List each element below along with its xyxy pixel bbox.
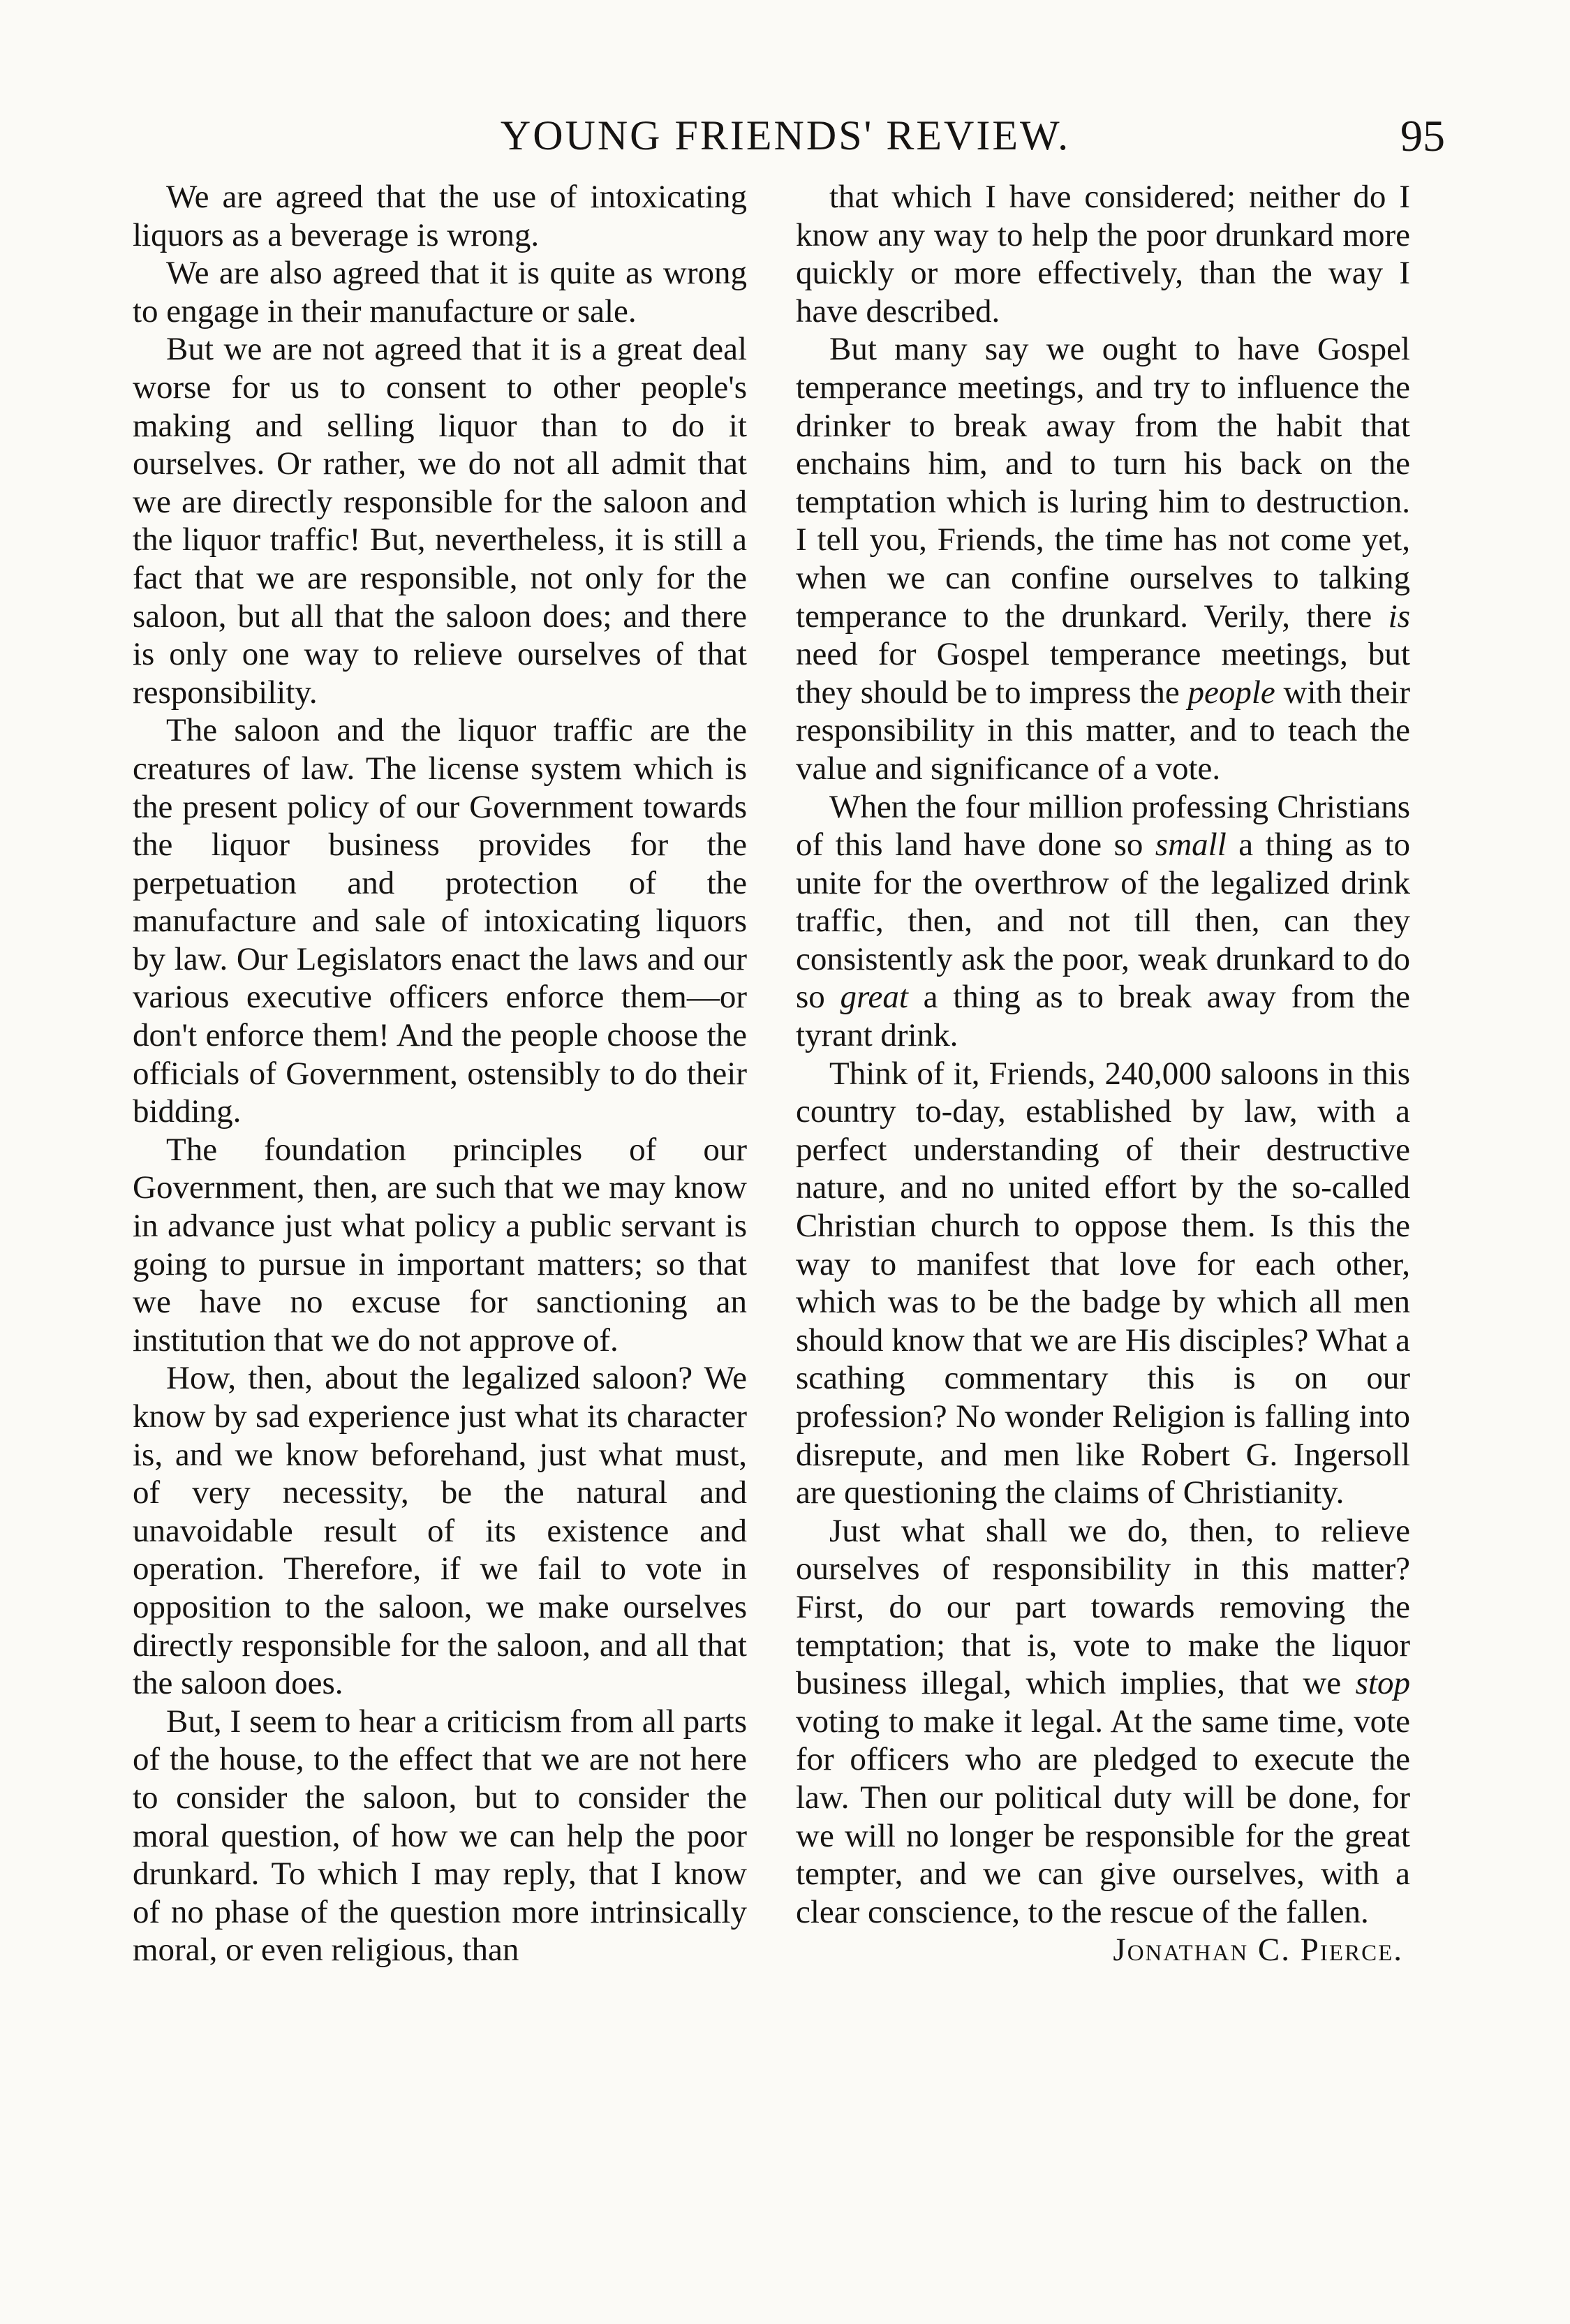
paragraph: The foundation principles of our Government, then, are such that we may know in advance just what policy a public servant is going to pursue in important matters; so that we have no excuse for sanctioning an institution that we do not approve of.: [133, 1131, 747, 1359]
paragraph: But, I seem to hear a criticism from all parts of the house, to the effect that we are not here to consider the saloon, but to consider the moral question, of how we can help the poor drunkard. To which I may reply, that I know of no phase of the question more intrinsically moral, or even religious, than: [133, 1703, 747, 1969]
page-number: 95: [1400, 111, 1445, 161]
paragraph: How, then, about the legalized saloon? We know by sad experience just what its character is, and we know beforehand, just what must, of very necessity, be the natural and unavoidable result of its existence and operation. Therefore, if we fail to vote in opposition to the saloon, we make ourselves directly responsible for the saloon, and all that the saloon does.: [133, 1360, 747, 1702]
paragraph: [796, 788, 1410, 1055]
text-run: a thing as to unite for the overthrow of the legalized drink traffic, then, and not till then, can they consistently ask the poor, weak drunkard to do so: [796, 827, 1411, 1016]
author-signature: Jonathan C. Pierce.: [1113, 1932, 1403, 1969]
text-run: with their responsibility in this matter, and to teach the value and significance of a vote.: [796, 674, 1410, 787]
emphasis: small: [1155, 827, 1227, 864]
paragraph: The saloon and the liquor traffic are the creatures of law. The license system which is the present policy of our Government towards the liquor business provides for the perpetuation and protection of the manufacture and sale of intoxicating liquors by law. Our Legislators enact the laws and our various executive officers enforce them—or don't enforce them! And the people choose the officials of Government, ostensibly to do their bidding.: [133, 712, 747, 1130]
text-run: voting to make it legal. At the same time, vote for officers who are pledged to execute the law. Then our political duty will be done, for we will no longer be responsible for the great tempter, and we can give ourselves, with a clear conscience, to the rescue of the fallen.: [796, 1703, 1410, 1930]
left-column: [133, 178, 747, 1969]
paragraph: [796, 1512, 1410, 1932]
text-run: When the four million professing Christians of this land have done so: [796, 788, 1410, 864]
page-header: [126, 105, 1445, 161]
paragraph: We are agreed that the use of intoxicating liquors as a beverage is wrong.: [133, 179, 747, 253]
paragraph: But we are not agreed that it is a great deal worse for us to consent to other people's making and selling liquor than to do it ourselves. Or rather, we do not all admit that we are directly responsible for the saloon and the liquor traffic! But, nevertheless, it is still a fact that we are responsible, not only for the saloon, but all that the saloon does; and there is only one way to relieve ourselves of that responsibility.: [133, 331, 747, 711]
paragraph: We are also agreed that it is quite as wrong to engage in their manufacture or sale.: [133, 255, 747, 330]
emphasis: stop: [1355, 1665, 1410, 1702]
emphasis: people: [1187, 674, 1275, 711]
text-run: But many say we ought to have Gospel temperance meetings, and try to influence the drinker to break away from the habit that enchains him, and to turn his back on the temptation which is luring him to destruction. I tell you, Friends, the time has not come yet, when we can confine ourselves to talking temperance to the drunkard. Verily, there: [796, 331, 1410, 635]
text-run: a thing as to break away from the tyrant drink.: [796, 979, 1410, 1054]
text-run: need for Gospel temperance meetings, but they should be to impress the: [796, 636, 1410, 711]
paragraph: that which I have considered; neither do I know any way to help the poor drunkard more quickly or more effectively, than the way I have described.: [796, 179, 1410, 330]
emphasis: great: [840, 979, 908, 1016]
paragraph: Think of it, Friends, 240,000 saloons in this country to-day, established by law, with a perfect understanding of their destructive nature, and no united effort by the so-called Christian church to oppose them. Is this the way to manifest that love for each other, which was to be the badge by which all men should know that we are His disciples? What a scathing commentary this is on our profession? No wonder Religion is falling into disrepute, and men like Robert G. Ingersoll are questioning the claims of Christianity.: [796, 1055, 1410, 1511]
text-run: Just what shall we do, then, to relieve ourselves of responsibility in this matter? First, do our part towards removing the temptation; that is, vote to make the liquor business illegal, which implies, that we: [796, 1512, 1410, 1702]
right-column: [796, 178, 1410, 1969]
paragraph: [796, 330, 1410, 787]
emphasis: is: [1388, 598, 1410, 635]
running-head: YOUNG FRIENDS' REVIEW.: [500, 112, 1071, 158]
